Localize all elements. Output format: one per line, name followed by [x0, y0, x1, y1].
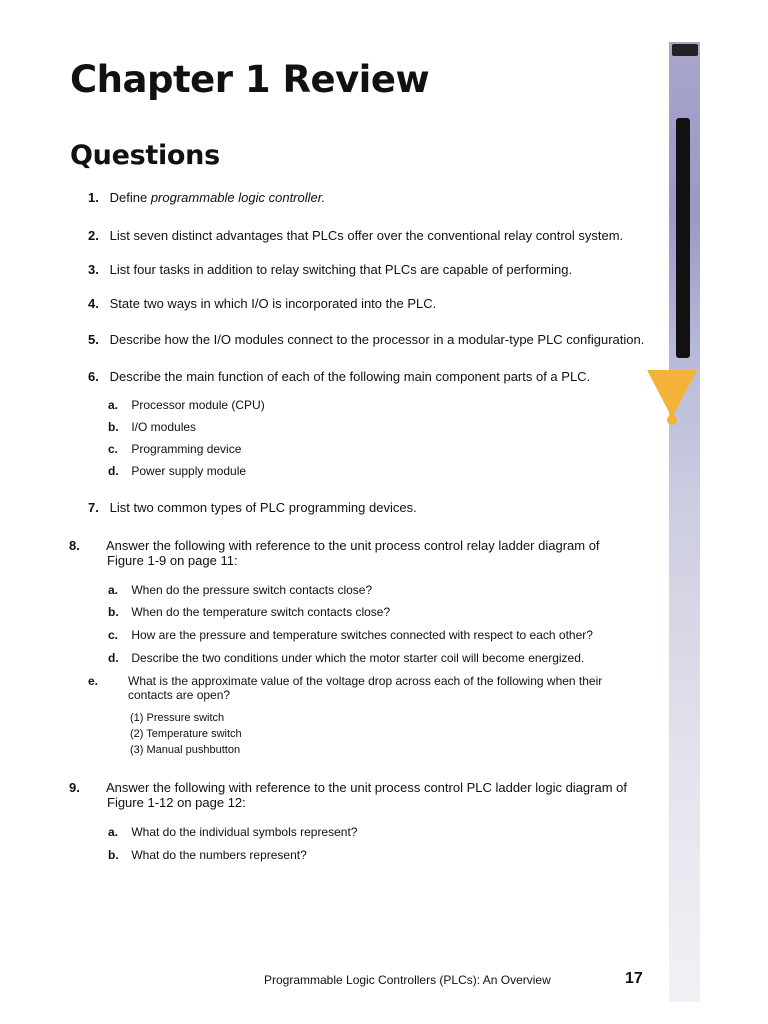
- question-1: [88, 190, 648, 205]
- subquestion-8e: [88, 674, 628, 702]
- question-2: [88, 228, 648, 243]
- decorative-dot-icon: [667, 415, 677, 425]
- decorative-strip-shadow: [676, 118, 690, 358]
- sub-letter: d.: [108, 651, 119, 665]
- sub-letter: b.: [108, 420, 119, 434]
- question-number: 6.: [88, 369, 99, 384]
- question-number: 2.: [88, 228, 99, 243]
- subquestion-9a: [108, 825, 638, 839]
- question-text: Define: [109, 190, 151, 205]
- sub-letter: b.: [108, 848, 119, 862]
- sub-text: What is the approximate value of the voltage drop across each of the following when their contacts are open?: [128, 674, 603, 702]
- question-number: 8.: [69, 538, 80, 553]
- sub-text: When do the pressure switch contacts close?: [131, 583, 373, 597]
- subquestion-6c: [108, 442, 638, 456]
- question-number: 3.: [88, 262, 99, 277]
- page-number: 17: [625, 970, 643, 987]
- footer-running-title: Programmable Logic Controllers (PLCs): An Overview: [264, 973, 551, 987]
- sub-text: Describe the two conditions under which the motor starter coil will become energized.: [131, 651, 585, 665]
- subsub-item-1: (1) Pressure switch: [130, 712, 225, 724]
- question-text: State two ways in which I/O is incorporated into the PLC.: [109, 296, 437, 311]
- sub-text: I/O modules: [131, 420, 197, 434]
- sub-text: What do the numbers represent?: [131, 848, 307, 862]
- question-term: programmable logic controller.: [150, 190, 326, 205]
- subquestion-6d: [108, 464, 638, 478]
- subquestion-9b: [108, 848, 638, 862]
- sub-text: How are the pressure and temperature switches connected with respect to each other?: [131, 628, 593, 642]
- question-6: [88, 369, 648, 384]
- question-9: [69, 780, 657, 810]
- question-8: [69, 538, 637, 568]
- sub-letter: c.: [108, 628, 119, 642]
- question-text: Describe how the I/O modules connect to the processor in a modular-type PLC configuration.: [109, 332, 645, 347]
- sub-text: What do the individual symbols represent?: [131, 825, 358, 839]
- sub-letter: c.: [108, 442, 119, 456]
- sub-letter: a.: [108, 825, 119, 839]
- sub-text: Programming device: [131, 442, 242, 456]
- section-heading: Questions: [70, 140, 220, 171]
- sub-letter: a.: [108, 583, 119, 597]
- question-number: 7.: [88, 500, 99, 515]
- question-number: 4.: [88, 296, 99, 311]
- sub-letter: e.: [88, 674, 99, 688]
- decorative-triangle-icon: [647, 370, 697, 418]
- subquestion-8a: [108, 583, 638, 597]
- question-text: Answer the following with reference to the unit process control PLC ladder logic diagram of Figure 1-12 on page 12:: [106, 780, 627, 810]
- subquestion-6b: [108, 420, 638, 434]
- question-number: 9.: [69, 780, 80, 795]
- sub-letter: b.: [108, 605, 119, 619]
- subsub-item-2: (2) Temperature switch: [130, 728, 242, 740]
- question-number: 5.: [88, 332, 99, 347]
- question-text: Answer the following with reference to the unit process control relay ladder diagram of Figure 1-9 on page 11:: [106, 538, 600, 568]
- question-text: List two common types of PLC programming devices.: [109, 500, 417, 515]
- sub-letter: d.: [108, 464, 119, 478]
- subquestion-8c: [108, 628, 638, 642]
- subquestion-6a: [108, 398, 638, 412]
- question-text: List seven distinct advantages that PLCs offer over the conventional relay control system.: [109, 228, 624, 243]
- subsub-item-3: (3) Manual pushbutton: [130, 744, 241, 756]
- question-text: Describe the main function of each of the following main component parts of a PLC.: [109, 369, 591, 384]
- decorative-strip-cap: [672, 44, 698, 56]
- question-7: [88, 500, 648, 515]
- sub-letter: a.: [108, 398, 119, 412]
- question-number: 1.: [88, 190, 99, 205]
- chapter-title: Chapter 1 Review: [70, 58, 430, 101]
- question-text: List four tasks in addition to relay switching that PLCs are capable of performing.: [109, 262, 573, 277]
- sub-text: Power supply module: [131, 464, 247, 478]
- subquestion-8b: [108, 605, 638, 619]
- sub-text: When do the temperature switch contacts close?: [131, 605, 391, 619]
- question-5: [88, 332, 648, 347]
- subquestion-8d: [108, 651, 638, 665]
- question-3: [88, 262, 648, 277]
- sub-text: Processor module (CPU): [131, 398, 265, 412]
- question-4: [88, 296, 648, 311]
